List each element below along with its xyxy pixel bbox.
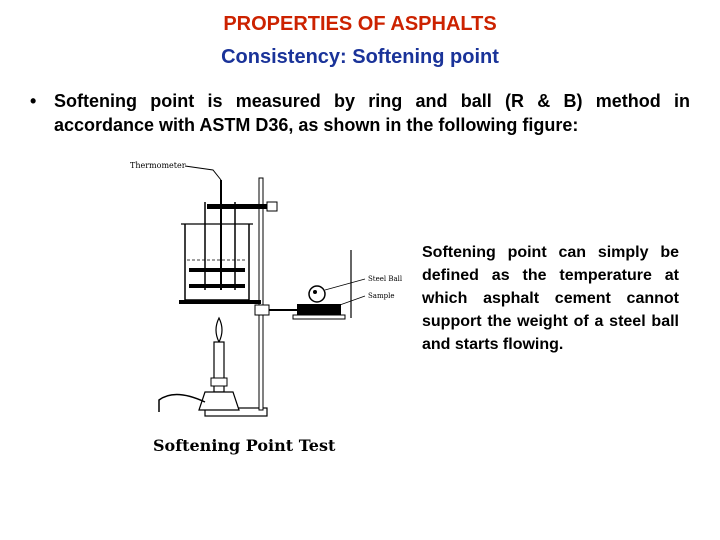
- top-clamp: [207, 204, 269, 209]
- thermometer-label: Thermometer: [130, 161, 186, 170]
- steel-ball-leader-line: [325, 279, 365, 290]
- ring-plate-lower: [189, 284, 245, 288]
- burner-flame: [216, 318, 222, 342]
- inset-base: [293, 315, 345, 319]
- stand-rod: [259, 178, 263, 410]
- gas-hose: [159, 394, 205, 412]
- burner-base: [199, 392, 239, 410]
- sample-label: Sample: [368, 292, 395, 300]
- slide-title: PROPERTIES OF ASPHALTS: [223, 13, 497, 35]
- softening-point-apparatus-figure: [125, 150, 415, 460]
- side-arm-knob: [255, 305, 269, 315]
- slide-subtitle: Consistency: Softening point: [221, 46, 499, 68]
- sample-ring: [297, 304, 341, 315]
- bullet-marker: •: [30, 91, 37, 111]
- top-clamp-knob: [267, 202, 277, 211]
- support-plate: [179, 300, 261, 304]
- steel-ball-label: Steel Ball: [368, 275, 403, 283]
- beaker: [185, 224, 249, 300]
- bullet-item: [30, 89, 690, 137]
- steel-ball-mark: [313, 290, 317, 294]
- figure-caption: Softening Point Test: [153, 436, 336, 455]
- thermometer-leader-line: [185, 166, 221, 180]
- steel-ball: [309, 286, 325, 302]
- burner-collar: [211, 378, 227, 386]
- side-note: Softening point can simply be defined as the temperature at which asphalt cement cannot support the weight of a steel ball and starts flowing.: [422, 244, 679, 353]
- bullet-text: Softening point is measured by ring and ball (R & B) method in accordance with ASTM D36, as shown in the following figure:: [54, 91, 690, 135]
- ring-plate-upper: [189, 268, 245, 272]
